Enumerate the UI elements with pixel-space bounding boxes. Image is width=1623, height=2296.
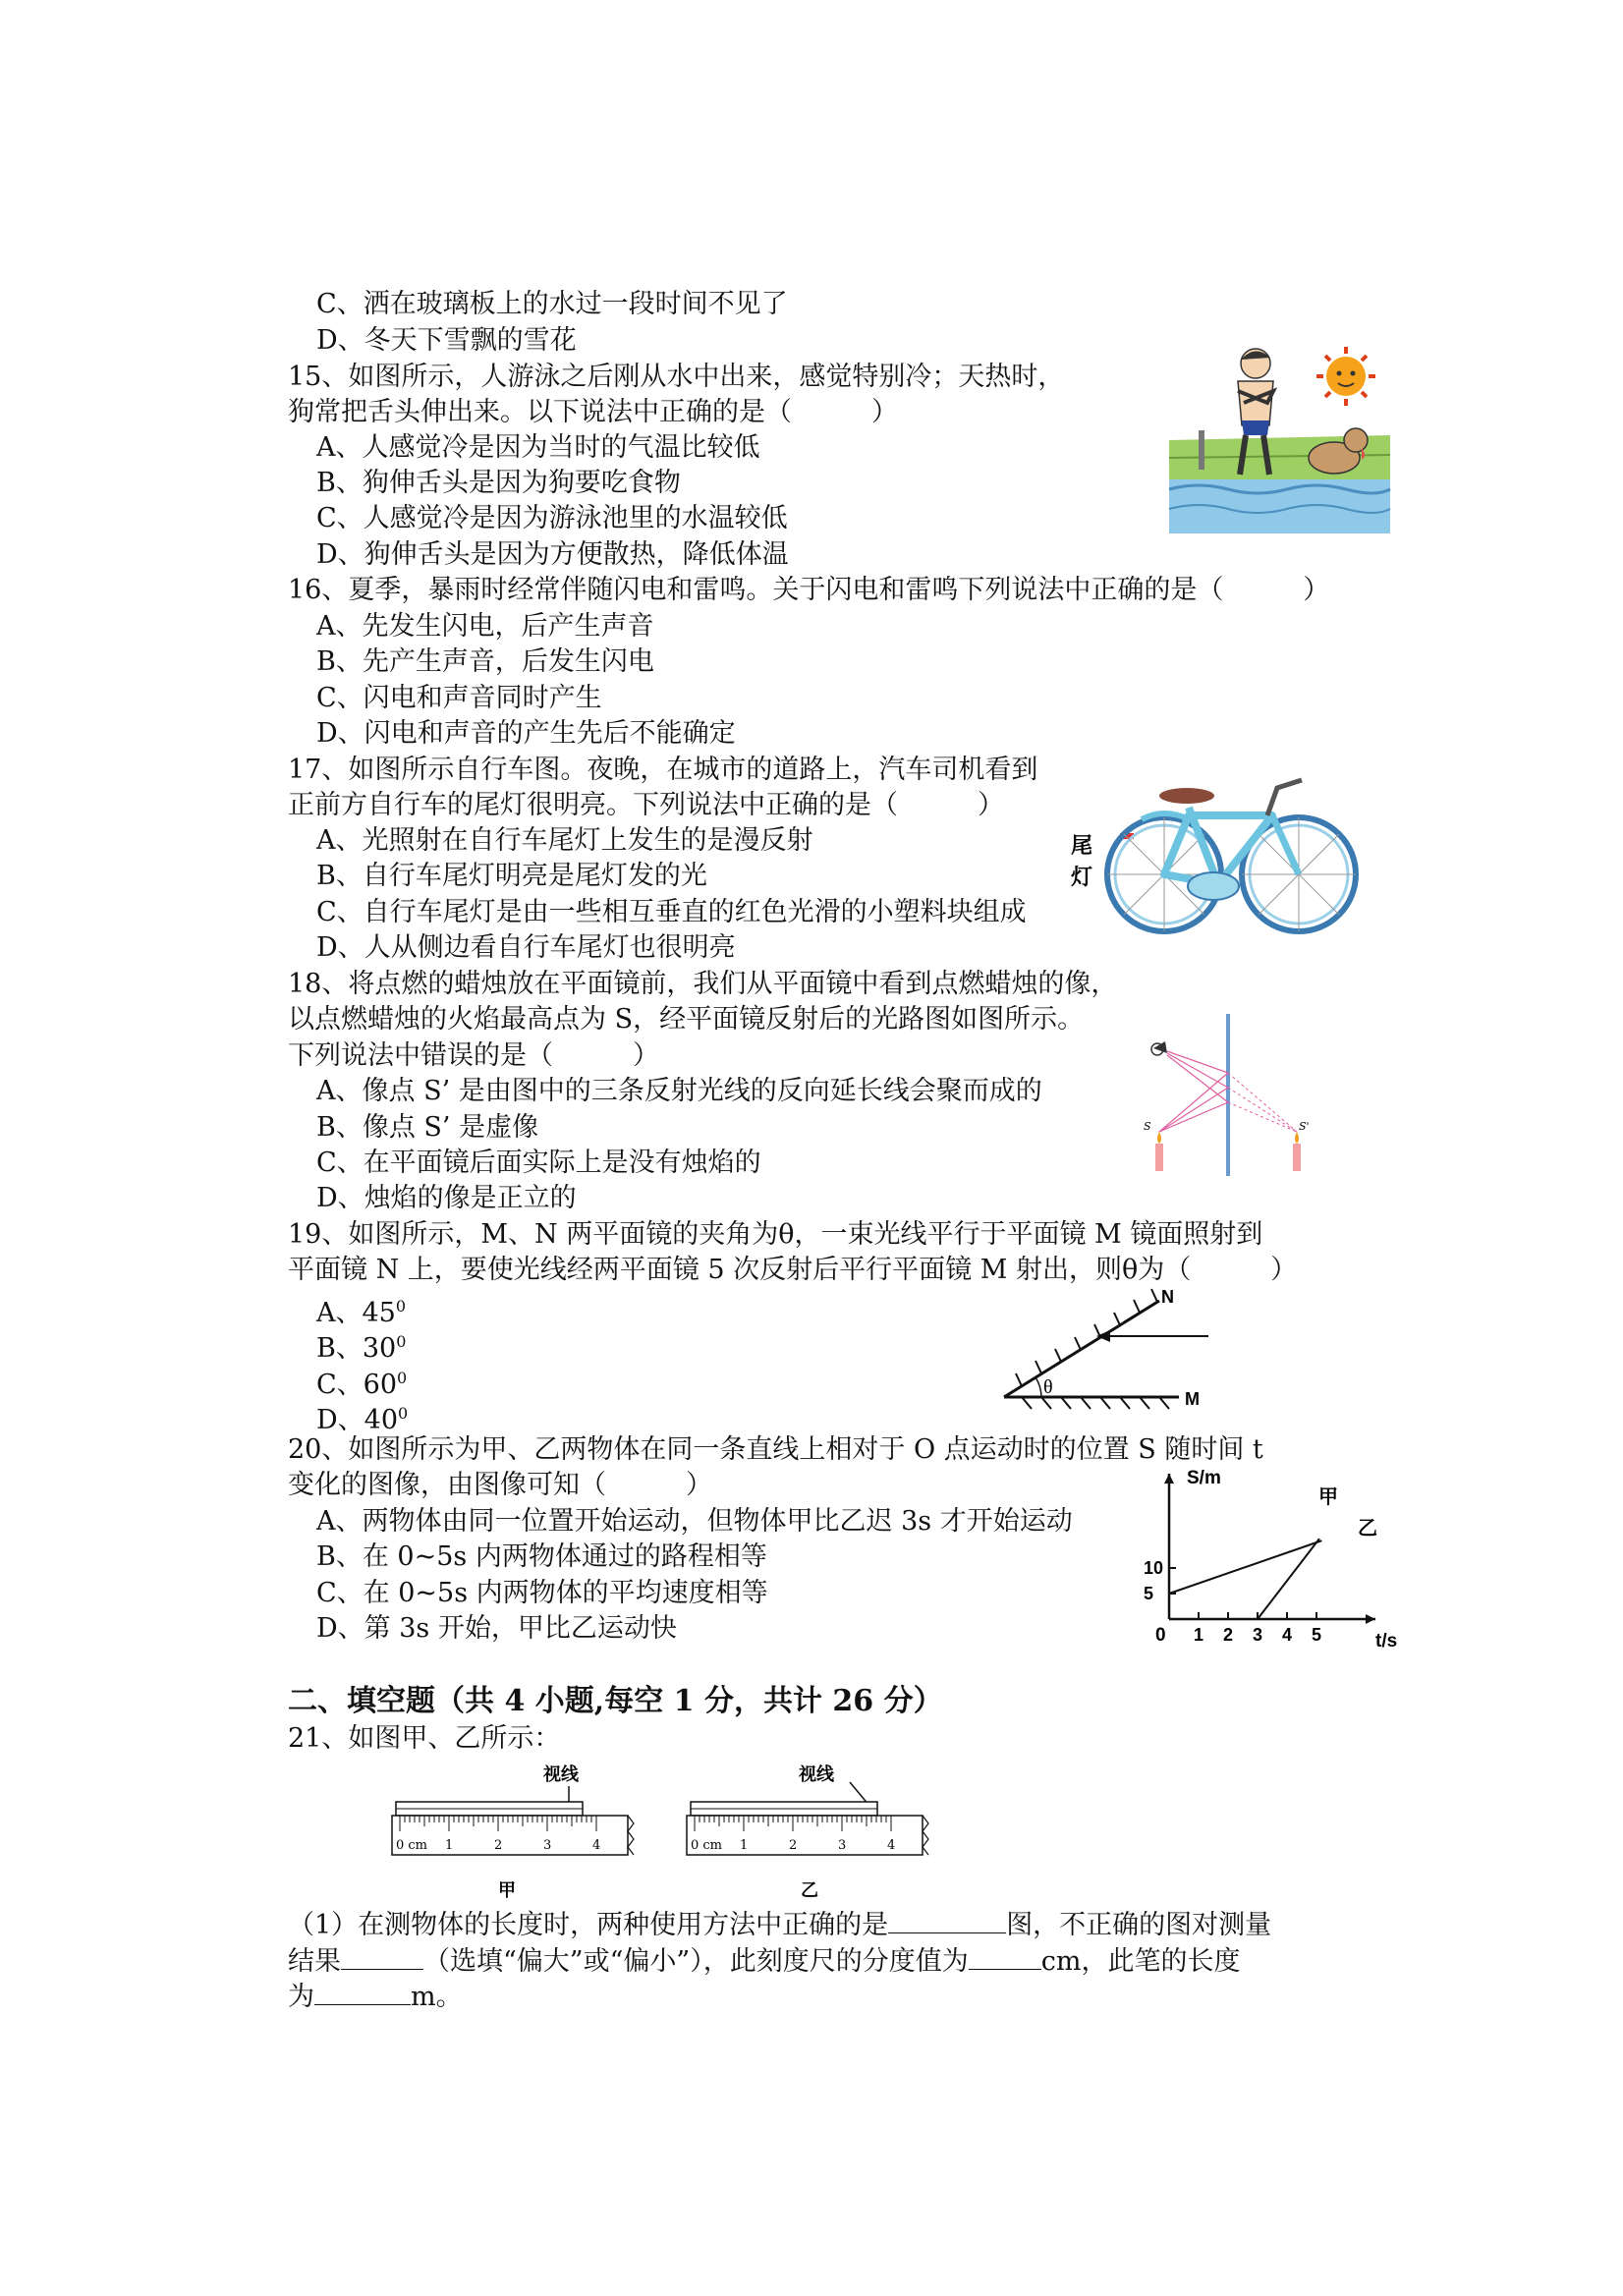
section-2-title: 二、填空题（共 4 小题,每空 1 分，共计 26 分） — [288, 1684, 943, 1718]
q15-option-a: A、人感觉冷是因为当时的气温比较低 — [316, 432, 760, 463]
position-time-chart — [1130, 1454, 1405, 1651]
x-axis-label: t/s — [1375, 1631, 1398, 1651]
q21-part1-line1: （1）在测物体的长度时，两种使用方法中正确的是 图，不正确的图对测量 — [288, 1907, 1271, 1943]
ruler-tick-label: 3 — [838, 1838, 847, 1853]
bicycle-illustration — [1071, 768, 1366, 940]
tail-light-label-2: 灯 — [1071, 865, 1093, 889]
swimmer-dog-illustration — [1159, 342, 1395, 538]
q21-part1-line3: 为 m。 — [288, 1979, 463, 2015]
ruler-tick-label: 4 — [592, 1838, 601, 1853]
series-label-jia: 甲 — [1318, 1484, 1338, 1508]
q16-option-b: B、先产生声音，后发生闪电 — [316, 646, 654, 677]
q14-option-d: D、冬天下雪飘的雪花 — [316, 325, 577, 356]
q20-stem-2: 变化的图像，由图像可知（ ） — [288, 1470, 712, 1500]
two-mirrors-angle-diagram — [992, 1287, 1228, 1415]
q20-option-a: A、两物体由同一位置开始运动，但物体甲比乙迟 3s 才开始运动 — [316, 1506, 1073, 1537]
ruler-caption-yi: 乙 — [801, 1880, 818, 1901]
x-tick-label: 2 — [1223, 1625, 1234, 1645]
q21-part1-line2: 结果 （选填“偏大”或“偏小”），此刻度尺的分度值为 cm，此笔的长度 — [288, 1943, 1240, 1980]
theta-label: θ — [1043, 1376, 1053, 1398]
blank-result-bias[interactable] — [341, 1943, 423, 1970]
q18-option-c: C、在平面镜后面实际上是没有烛焰的 — [316, 1148, 761, 1178]
ruler-tick-label: 2 — [494, 1838, 503, 1853]
q19-option-b: B、$30^0$ — [316, 1332, 407, 1364]
ruler-tick-label: 1 — [740, 1838, 749, 1853]
series-line-yi — [1169, 1540, 1321, 1594]
ruler-tick-label: 2 — [789, 1838, 798, 1853]
q15-stem-2: 狗常把舌头伸出来。以下说法中正确的是（ ） — [288, 397, 898, 427]
blank-pen-length[interactable] — [314, 1979, 411, 2005]
mirror-m-label: M — [1185, 1389, 1200, 1409]
q18-stem-1: 18、将点燃的蜡烛放在平面镜前，我们从平面镜中看到点燃蜡烛的像， — [288, 969, 1118, 999]
q20-option-c: C、在 0~5s 内两物体的平均速度相等 — [316, 1578, 768, 1608]
ruler-figure-yi — [687, 1764, 928, 1901]
q18-stem-3: 下列说法中错误的是（ ） — [288, 1040, 659, 1071]
q18-option-d: D、烛焰的像是正立的 — [316, 1183, 577, 1213]
origin-label: 0 — [1155, 1625, 1166, 1646]
q15-option-d: D、狗伸舌头是因为方便散热，降低体温 — [316, 539, 789, 570]
y-tick-label: 10 — [1144, 1558, 1164, 1578]
q14-option-c: C、洒在玻璃板上的水过一段时间不见了 — [316, 289, 788, 319]
ruler-unit-jia: 0 cm — [396, 1838, 428, 1853]
q17-option-a: A、光照射在自行车尾灯上发生的是漫反射 — [316, 825, 813, 856]
q18-option-a: A、像点 S’ 是由图中的三条反射光线的反向延长线会聚而成的 — [316, 1076, 1042, 1106]
x-tick-label: 3 — [1253, 1625, 1263, 1645]
ruler-tick-label: 3 — [543, 1838, 552, 1853]
q20-option-d: D、第 3s 开始，甲比乙运动快 — [316, 1613, 677, 1644]
series-line-jia — [1258, 1539, 1319, 1619]
q16-stem: 16、夏季，暴雨时经常伴随闪电和雷鸣。关于闪电和雷鸣下列说法中正确的是（ ） — [288, 575, 1330, 605]
q19-stem-1: 19、如图所示，M、N 两平面镜的夹角为θ，一束光线平行于平面镜 M 镜面照射到 — [288, 1219, 1263, 1250]
q16-option-c: C、闪电和声音同时产生 — [316, 683, 602, 713]
blank-scale-division[interactable] — [969, 1943, 1041, 1970]
q16-option-a: A、先发生闪电，后产生声音 — [316, 611, 654, 642]
q17-stem-2: 正前方自行车的尾灯很明亮。下列说法中正确的是（ ） — [288, 790, 1004, 820]
q20-option-b: B、在 0~5s 内两物体通过的路程相等 — [316, 1541, 767, 1572]
point-s-label: S — [1144, 1120, 1151, 1133]
mirror-n-label: N — [1161, 1287, 1174, 1307]
ruler-tick-label: 4 — [887, 1838, 896, 1853]
x-tick-label: 5 — [1312, 1625, 1322, 1645]
y-axis-label: S/m — [1187, 1468, 1221, 1488]
y-tick-label: 5 — [1144, 1584, 1154, 1603]
q18-option-b: B、像点 S’ 是虚像 — [316, 1112, 539, 1143]
blank-correct-figure[interactable] — [888, 1907, 1006, 1933]
x-tick-label: 4 — [1282, 1625, 1293, 1645]
q19-option-d: D、$40^0$ — [316, 1404, 409, 1435]
sight-line-label-jia: 视线 — [543, 1764, 579, 1785]
ruler-unit-yi: 0 cm — [691, 1838, 723, 1853]
ruler-caption-jia: 甲 — [498, 1880, 516, 1901]
ruler-tick-label: 1 — [445, 1838, 454, 1853]
q19-option-c: C、$60^0$ — [316, 1369, 408, 1400]
tail-light-label-1: 尾 — [1071, 833, 1093, 858]
q17-option-b: B、自行车尾灯明亮是尾灯发的光 — [316, 861, 707, 891]
ruler-figure-jia — [392, 1764, 634, 1901]
ruler-figures — [388, 1759, 938, 1906]
plane-mirror-diagram — [1140, 1014, 1316, 1181]
q17-stem-1: 17、如图所示自行车图。夜晚，在城市的道路上，汽车司机看到 — [288, 755, 1038, 785]
series-label-yi: 乙 — [1358, 1516, 1377, 1540]
q16-option-d: D、闪电和声音的产生先后不能确定 — [316, 718, 736, 749]
sight-line-label-yi: 视线 — [799, 1764, 834, 1785]
q17-option-c: C、自行车尾灯是由一些相互垂直的红色光滑的小塑料块组成 — [316, 897, 1027, 927]
q20-stem-1: 20、如图所示为甲、乙两物体在同一条直线上相对于 O 点运动时的位置 S 随时间 t — [288, 1434, 1263, 1465]
q18-stem-2: 以点燃蜡烛的火焰最高点为 S，经平面镜反射后的光路图如图所示。 — [288, 1004, 1085, 1035]
q17-option-d: D、人从侧边看自行车尾灯也很明亮 — [316, 932, 736, 963]
q19-stem-2: 平面镜 N 上，要使光线经两平面镜 5 次反射后平行平面镜 M 射出，则θ为（ ） — [288, 1255, 1298, 1285]
x-tick-label: 1 — [1194, 1625, 1204, 1645]
q15-option-c: C、人感觉冷是因为游泳池里的水温较低 — [316, 503, 788, 533]
q19-option-a: A、$45^0$ — [316, 1297, 407, 1328]
point-s-prime-label: S' — [1299, 1120, 1310, 1133]
q15-option-b: B、狗伸舌头是因为狗要吃食物 — [316, 468, 681, 498]
q21-stem: 21、如图甲、乙所示： — [288, 1723, 561, 1754]
q15-stem-1: 15、如图所示，人游泳之后刚从水中出来，感觉特别冷；天热时， — [288, 362, 1065, 392]
